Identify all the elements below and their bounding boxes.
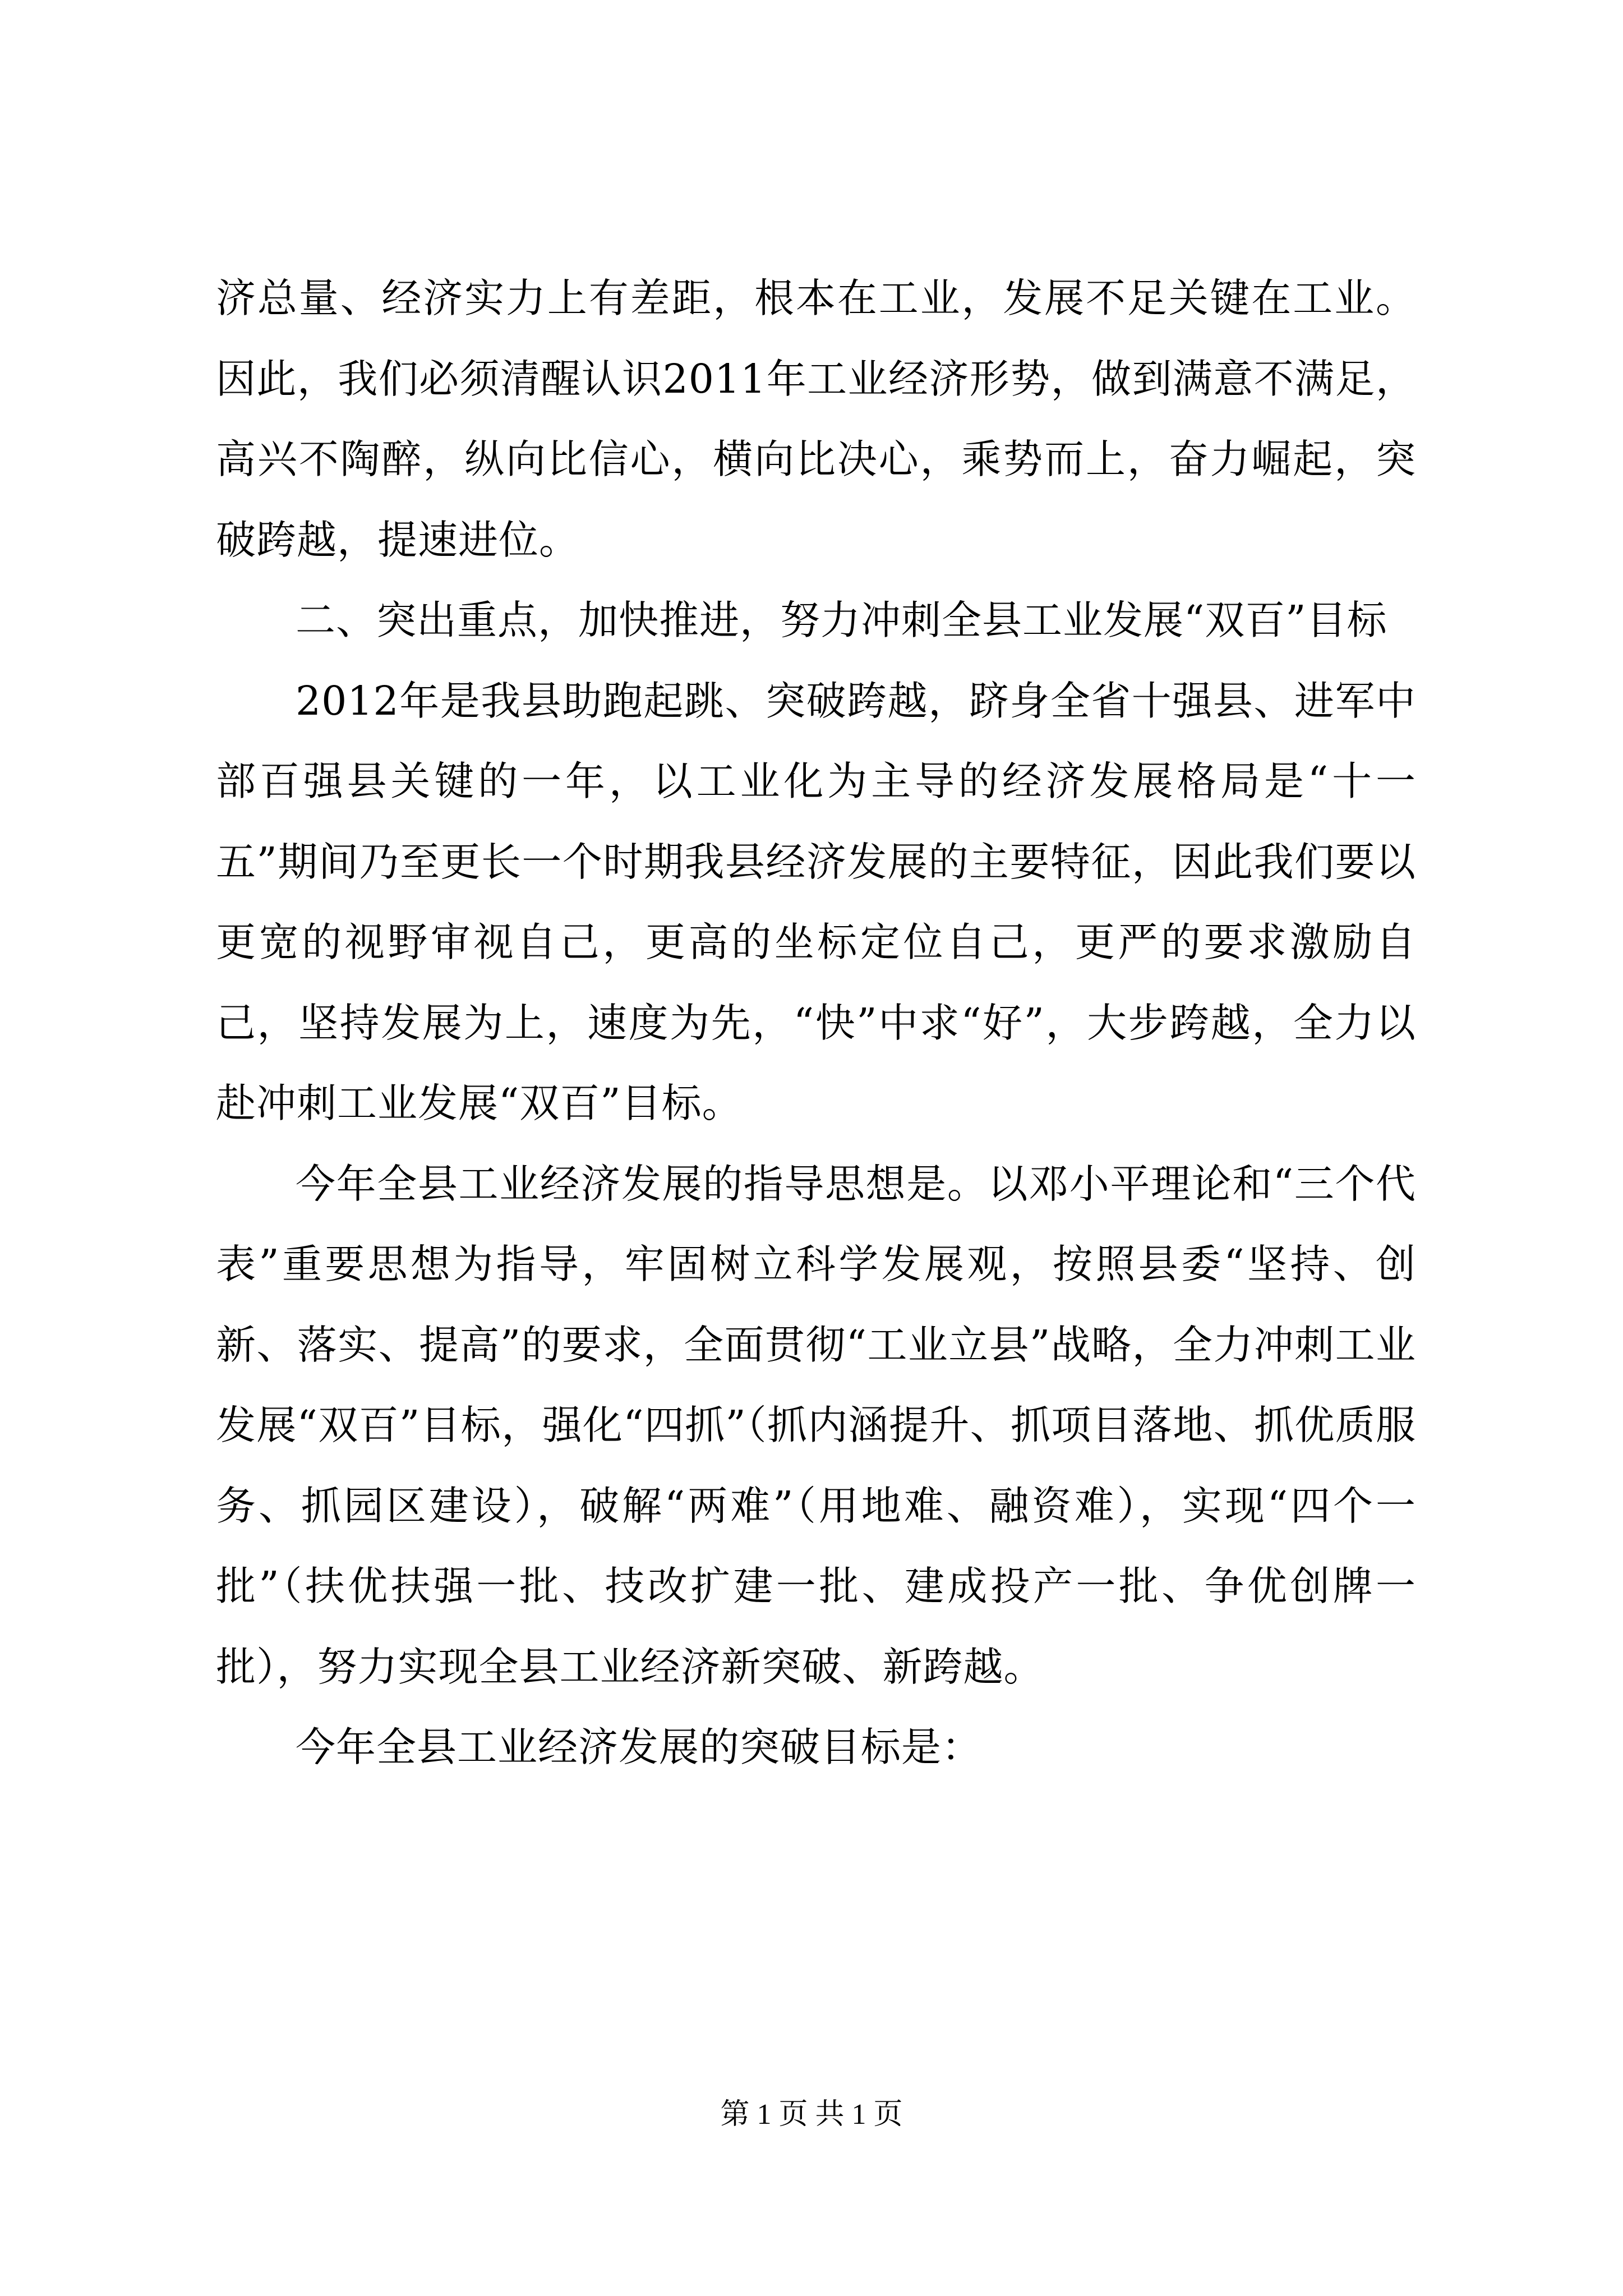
page-footer: 第 1 页 共 1 页 — [720, 2099, 903, 2131]
document-body — [216, 258, 1416, 1788]
paragraph-2012-overview: 2012年是我县助跑起跳、突破跨越，跻身全省十强县、进军中部百强县关键的一年，以工业化为主导的经济发展格局是“十一五”期间乃至更长一个时期我县经济发展的主要特征，因此我们要以更宽的视野审视自己，更高的坐标定位自己，更严的要求激励自己，坚持发展为上，速度为先，“快”中求“好”，大步跨越，全力以赴冲刺工业发展“双百”目标。 — [216, 677, 1416, 1126]
paragraph-breakthrough-targets: 今年全县工业经济发展的突破目标是： — [296, 1724, 983, 1770]
paragraph-guiding-ideology: 今年全县工业经济发展的指导思想是。以邓小平理论和“三个代表”重要思想为指导，牢固树立科学发展观，按照县委“坚持、创新、落实、提高”的要求，全面贯彻“工业立县”战略，全力冲刺工业发展“双百”目标，强化“四抓”（抓内涵提升、抓项目落地、抓优质服务、抓园区建设），破解“两难”（用地难、融资难），实现“四个一批”（扶优扶强一批、技改扩建一批、建成投产一批、争优创牌一批），努力实现全县工业经济新突破、新跨越。 — [216, 1160, 1416, 1690]
paragraph-continuation: 济总量、经济实力上有差距，根本在工业，发展不足关键在工业。因此，我们必须清醒认识2011年工业经济形势，做到满意不满足，高兴不陶醉，纵向比信心，横向比决心，乘势而上，奋力崛起，突破跨越，提速进位。 — [216, 275, 1416, 563]
section-heading: 二、突出重点，加快推进，努力冲刺全县工业发展“双百”目标 — [296, 597, 1387, 643]
